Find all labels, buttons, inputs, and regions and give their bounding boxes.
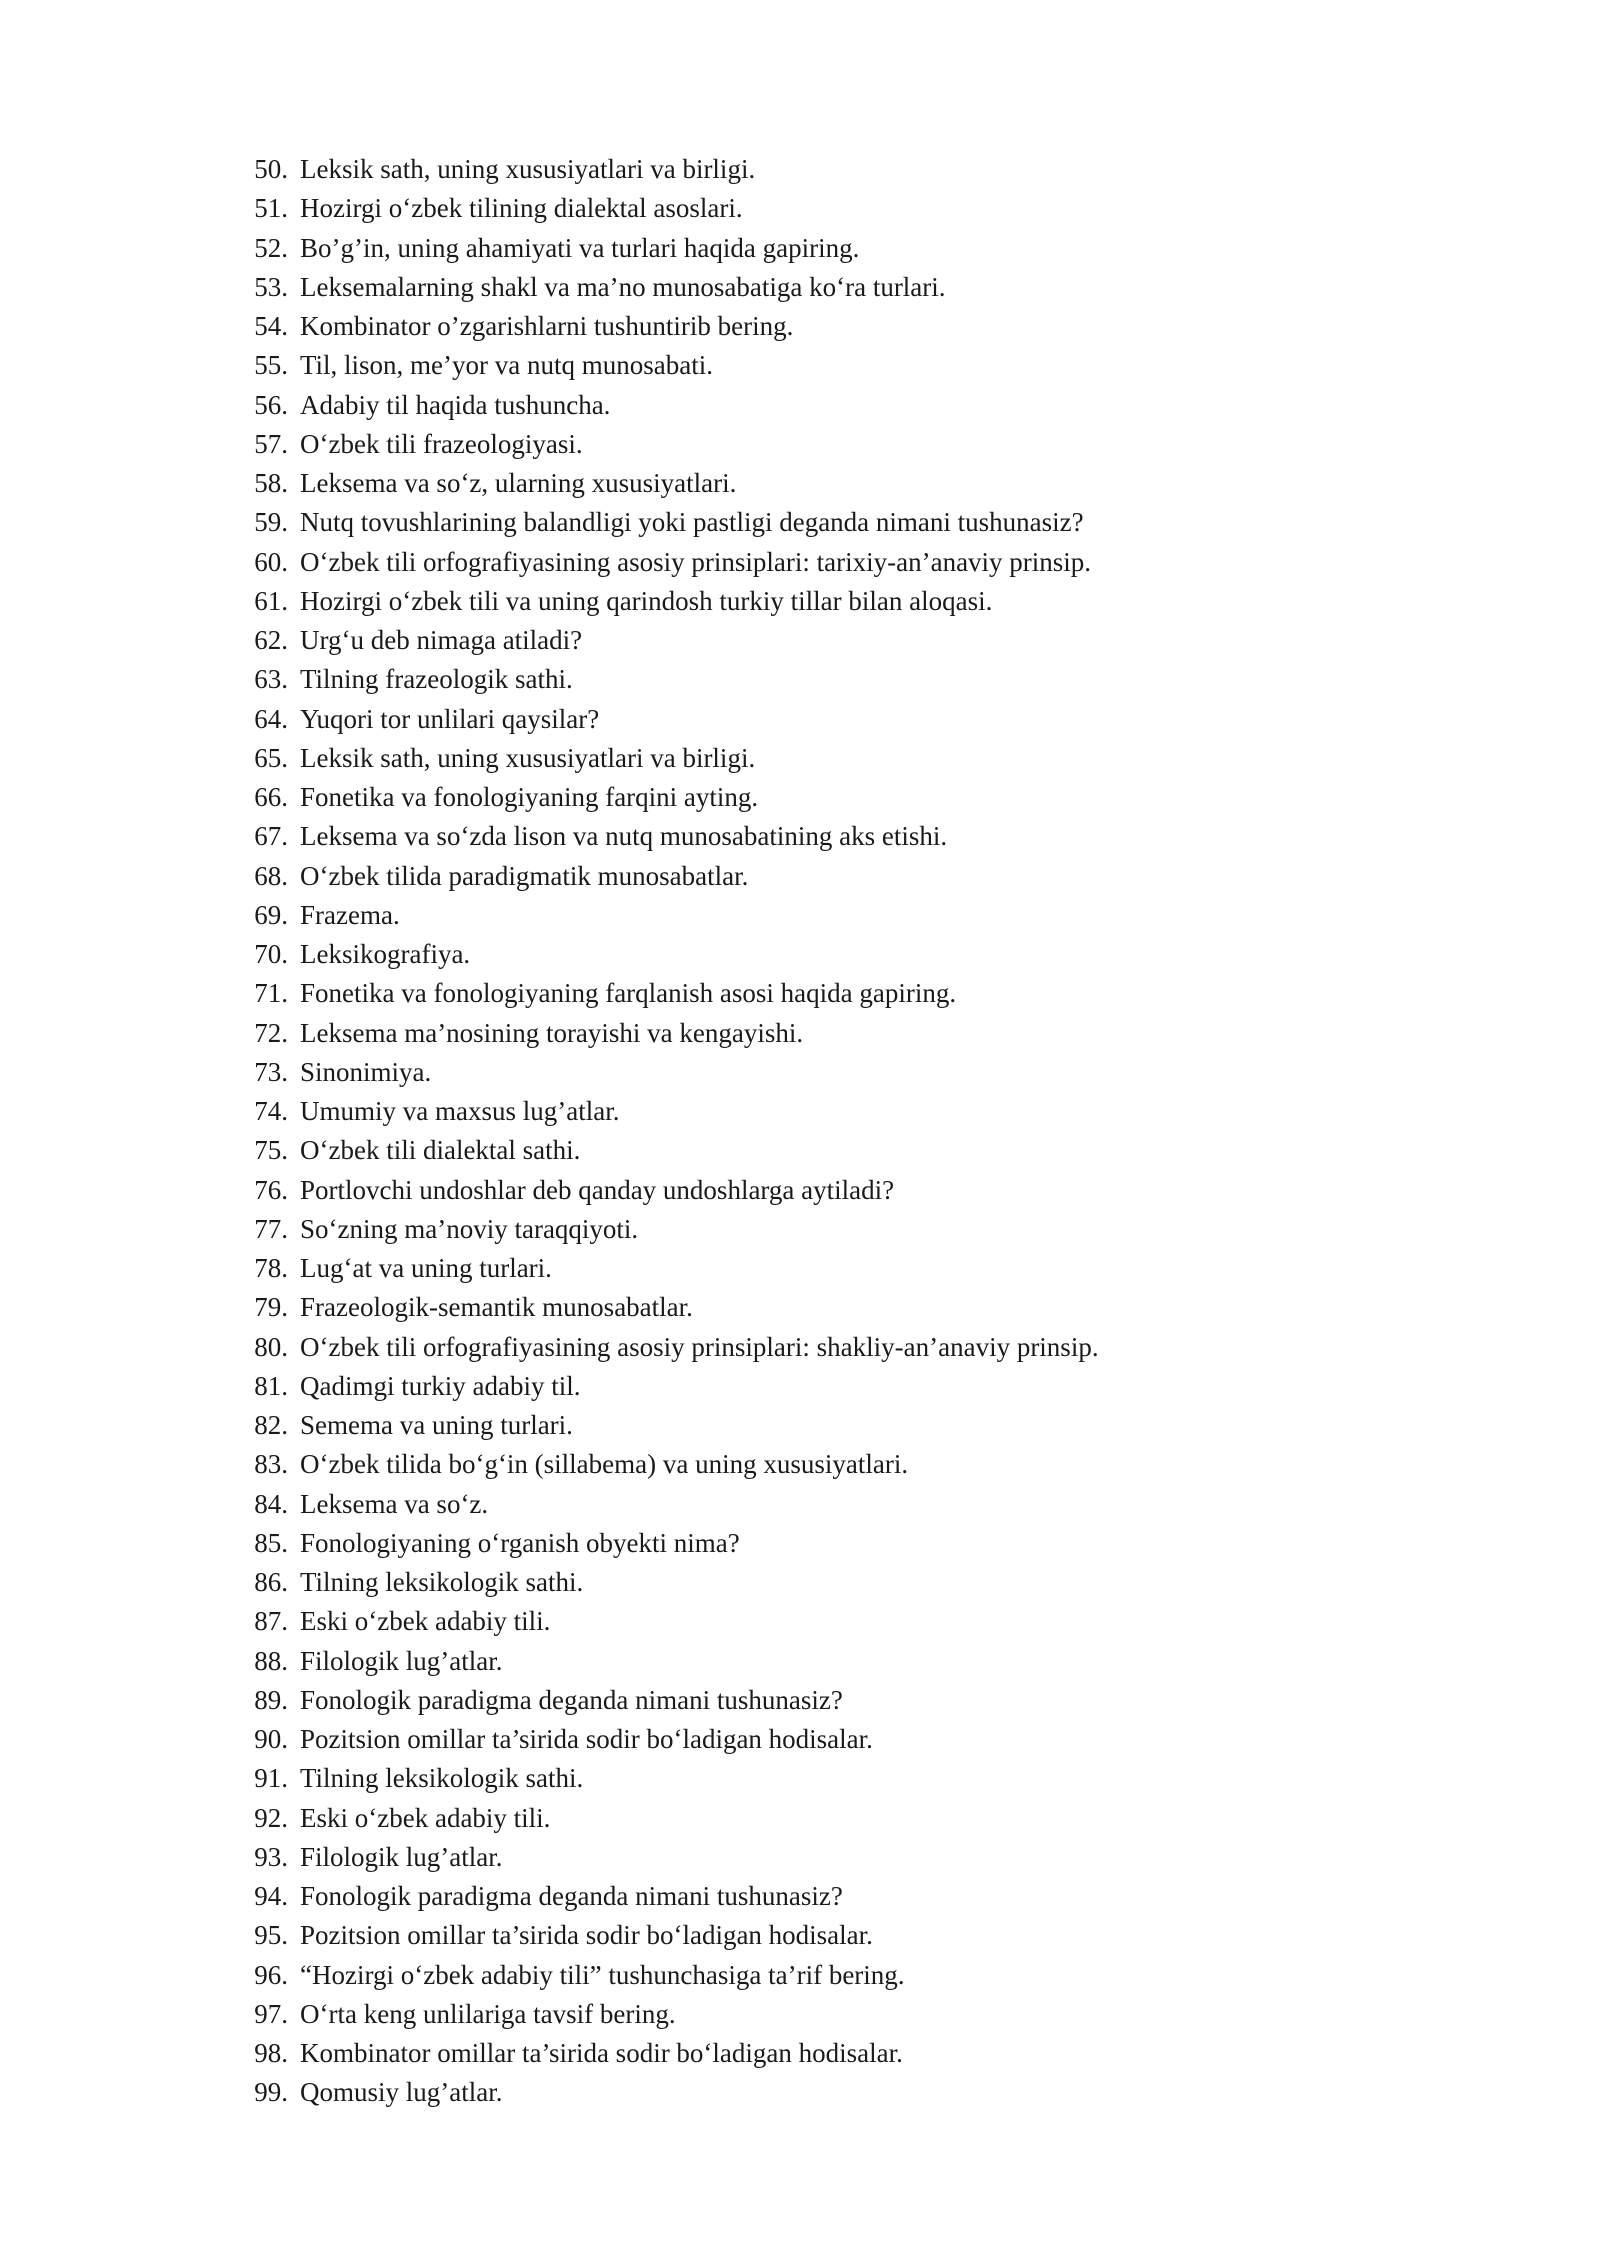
question-item xyxy=(0,503,1600,542)
question-text: O‘zbek tilida paradigmatik munosabatlar. xyxy=(300,860,749,891)
question-text: Tilning leksikologik sathi. xyxy=(300,1763,584,1794)
question-number: 59. xyxy=(254,507,288,538)
question-number: 76. xyxy=(254,1174,288,1205)
question-number: 65. xyxy=(254,742,288,773)
question-item xyxy=(0,307,1600,346)
question-text: Eski o‘zbek adabiy tili. xyxy=(300,1606,551,1637)
question-item xyxy=(0,1877,1600,1916)
question-item xyxy=(0,1916,1600,1955)
question-text: Nutq tovushlarining balandligi yoki pastligi deganda nimani tushunasiz? xyxy=(300,507,1084,538)
question-text: O‘rta keng unlilariga tavsif bering. xyxy=(300,1998,676,2029)
question-text: O‘zbek tili frazeologiyasi. xyxy=(300,428,583,459)
question-number: 98. xyxy=(254,2038,288,2068)
question-item xyxy=(0,1171,1600,1210)
question-number: 77. xyxy=(254,1213,288,1244)
question-number: 51. xyxy=(254,193,288,224)
question-number: 58. xyxy=(254,468,288,498)
question-text: Qomusiy lug’atlar. xyxy=(300,2077,503,2108)
question-text: Frazeologik-semantik munosabatlar. xyxy=(300,1292,693,1323)
question-text: Eski o‘zbek adabiy tili. xyxy=(300,1802,551,1833)
question-text: Filologik lug’atlar. xyxy=(300,1645,503,1676)
question-item xyxy=(0,1249,1600,1288)
question-text: Fonologiyaning o‘rganish obyekti nima? xyxy=(300,1527,740,1558)
question-number: 80. xyxy=(254,1331,288,1362)
question-item xyxy=(0,189,1600,228)
question-item xyxy=(0,1799,1600,1838)
question-number: 97. xyxy=(254,1998,288,2029)
question-item xyxy=(0,2073,1600,2112)
question-text: O‘zbek tili orfografiyasining asosiy prinsiplari: tarixiy-an’anaviy prinsip. xyxy=(300,546,1092,577)
question-item xyxy=(0,229,1600,268)
question-text: Leksik sath, uning xususiyatlari va birligi. xyxy=(300,742,756,773)
question-item xyxy=(0,268,1600,307)
question-item xyxy=(0,1956,1600,1995)
question-item xyxy=(0,660,1600,699)
question-number: 83. xyxy=(254,1449,288,1480)
question-item xyxy=(0,1210,1600,1249)
question-item xyxy=(0,346,1600,385)
question-number: 56. xyxy=(254,389,288,420)
question-item xyxy=(0,1602,1600,1641)
question-text: Filologik lug’atlar. xyxy=(300,1841,503,1872)
question-number: 63. xyxy=(254,664,288,695)
question-item xyxy=(0,1995,1600,2034)
question-number: 75. xyxy=(254,1135,288,1166)
question-item xyxy=(0,386,1600,425)
question-item xyxy=(0,543,1600,582)
question-number: 73. xyxy=(254,1056,288,1087)
question-number: 70. xyxy=(254,939,288,969)
question-text: Leksema va so‘z, ularning xususiyatlari. xyxy=(300,468,737,498)
question-text: Fonetika va fonologiyaning farqlanish asosi haqida gapiring. xyxy=(300,978,957,1009)
question-number: 94. xyxy=(254,1881,288,1911)
question-item xyxy=(0,1759,1600,1798)
question-number: 85. xyxy=(254,1527,288,1558)
question-text: “Hozirgi o‘zbek adabiy tili” tushunchasiga ta’rif bering. xyxy=(300,1959,905,1990)
question-item xyxy=(0,150,1600,189)
question-text: Tilning leksikologik sathi. xyxy=(300,1567,584,1597)
question-item xyxy=(0,778,1600,817)
question-number: 53. xyxy=(254,271,288,302)
question-number: 60. xyxy=(254,546,288,577)
question-number: 55. xyxy=(254,350,288,381)
question-item xyxy=(0,700,1600,739)
question-text: Pozitsion omillar ta’sirida sodir bo‘ladigan hodisalar. xyxy=(300,1920,873,1951)
question-text: So‘zning ma’noviy taraqqiyoti. xyxy=(300,1213,639,1244)
question-number: 88. xyxy=(254,1645,288,1676)
question-text: Hozirgi o‘zbek tili va uning qarindosh turkiy tillar bilan aloqasi. xyxy=(300,585,993,616)
question-text: Kombinator o’zgarishlarni tushuntirib bering. xyxy=(300,311,794,341)
question-item xyxy=(0,1288,1600,1327)
question-number: 71. xyxy=(254,978,288,1009)
question-item xyxy=(0,817,1600,856)
question-text: Bo’g’in, uning ahamiyati va turlari haqida gapiring. xyxy=(300,232,860,263)
question-number: 61. xyxy=(254,585,288,616)
question-item xyxy=(0,1720,1600,1759)
question-text: Yuqori tor unlilari qaysilar? xyxy=(300,703,600,734)
question-number: 99. xyxy=(254,2077,288,2108)
question-number: 78. xyxy=(254,1253,288,1283)
question-number: 87. xyxy=(254,1606,288,1637)
question-item xyxy=(0,857,1600,896)
question-number: 86. xyxy=(254,1567,288,1597)
question-number: 72. xyxy=(254,1017,288,1048)
question-text: Kombinator omillar ta’sirida sodir bo‘ladigan hodisalar. xyxy=(300,2038,903,2068)
question-text: Leksemalarning shakl va ma’no munosabatiga ko‘ra turlari. xyxy=(300,271,946,302)
question-text: Leksema ma’nosining torayishi va kengayishi. xyxy=(300,1017,804,1048)
question-item xyxy=(0,896,1600,935)
question-text: Til, lison, me’yor va nutq munosabati. xyxy=(300,350,713,381)
question-number: 92. xyxy=(254,1802,288,1833)
question-number: 62. xyxy=(254,625,288,655)
question-item xyxy=(0,739,1600,778)
question-item xyxy=(0,974,1600,1013)
question-number: 91. xyxy=(254,1763,288,1794)
question-text: O‘zbek tili orfografiyasining asosiy prinsiplari: shakliy-an’anaviy prinsip. xyxy=(300,1331,1099,1362)
question-text: Lug‘at va uning turlari. xyxy=(300,1253,552,1283)
question-item xyxy=(0,1406,1600,1445)
question-text: Leksema va so‘zda lison va nutq munosabatining aks etishi. xyxy=(300,821,948,852)
question-item xyxy=(0,1485,1600,1524)
question-number: 50. xyxy=(254,154,288,184)
question-text: Pozitsion omillar ta’sirida sodir bo‘ladigan hodisalar. xyxy=(300,1724,873,1754)
question-item xyxy=(0,1053,1600,1092)
question-number: 79. xyxy=(254,1292,288,1323)
question-number: 66. xyxy=(254,782,288,812)
question-text: Urg‘u deb nimaga atiladi? xyxy=(300,625,583,655)
question-number: 74. xyxy=(254,1096,288,1126)
question-item xyxy=(0,621,1600,660)
question-item xyxy=(0,464,1600,503)
question-item xyxy=(0,1838,1600,1877)
question-number: 52. xyxy=(254,232,288,263)
question-number: 96. xyxy=(254,1959,288,1990)
question-number: 81. xyxy=(254,1370,288,1401)
question-item xyxy=(0,2034,1600,2073)
question-number: 69. xyxy=(254,899,288,930)
question-number: 82. xyxy=(254,1410,288,1440)
question-text: Leksikografiya. xyxy=(300,939,471,969)
question-number: 57. xyxy=(254,428,288,459)
question-number: 54. xyxy=(254,311,288,341)
question-number: 84. xyxy=(254,1488,288,1519)
question-text: Umumiy va maxsus lug’atlar. xyxy=(300,1096,620,1126)
question-item xyxy=(0,425,1600,464)
question-item xyxy=(0,1328,1600,1367)
question-number: 95. xyxy=(254,1920,288,1951)
question-text: Leksema va so‘z. xyxy=(300,1488,489,1519)
question-item xyxy=(0,1092,1600,1131)
question-item xyxy=(0,1445,1600,1484)
question-number: 67. xyxy=(254,821,288,852)
question-item xyxy=(0,1642,1600,1681)
question-number: 89. xyxy=(254,1684,288,1715)
question-item xyxy=(0,1131,1600,1170)
question-text: Leksik sath, uning xususiyatlari va birligi. xyxy=(300,154,756,184)
question-text: Fonologik paradigma deganda nimani tushunasiz? xyxy=(300,1684,843,1715)
question-item xyxy=(0,1014,1600,1053)
question-text: Semema va uning turlari. xyxy=(300,1410,573,1440)
question-text: O‘zbek tili dialektal sathi. xyxy=(300,1135,581,1166)
question-text: Adabiy til haqida tushuncha. xyxy=(300,389,611,420)
question-text: Portlovchi undoshlar deb qanday undoshlarga aytiladi? xyxy=(300,1174,895,1205)
question-item xyxy=(0,935,1600,974)
question-text: Hozirgi o‘zbek tilining dialektal asoslari. xyxy=(300,193,743,224)
question-number: 93. xyxy=(254,1841,288,1872)
question-item xyxy=(0,1681,1600,1720)
question-item xyxy=(0,1563,1600,1602)
question-list xyxy=(0,150,1600,2113)
question-text: Fonologik paradigma deganda nimani tushunasiz? xyxy=(300,1881,843,1911)
question-number: 64. xyxy=(254,703,288,734)
question-text: Qadimgi turkiy adabiy til. xyxy=(300,1370,581,1401)
question-text: Tilning frazeologik sathi. xyxy=(300,664,573,695)
question-text: O‘zbek tilida bo‘g‘in (sillabema) va uning xususiyatlari. xyxy=(300,1449,909,1480)
question-item xyxy=(0,582,1600,621)
question-number: 90. xyxy=(254,1724,288,1754)
question-text: Sinonimiya. xyxy=(300,1056,432,1087)
question-item xyxy=(0,1367,1600,1406)
question-number: 68. xyxy=(254,860,288,891)
question-item xyxy=(0,1524,1600,1563)
question-text: Fonetika va fonologiyaning farqini ayting. xyxy=(300,782,759,812)
question-text: Frazema. xyxy=(300,899,400,930)
